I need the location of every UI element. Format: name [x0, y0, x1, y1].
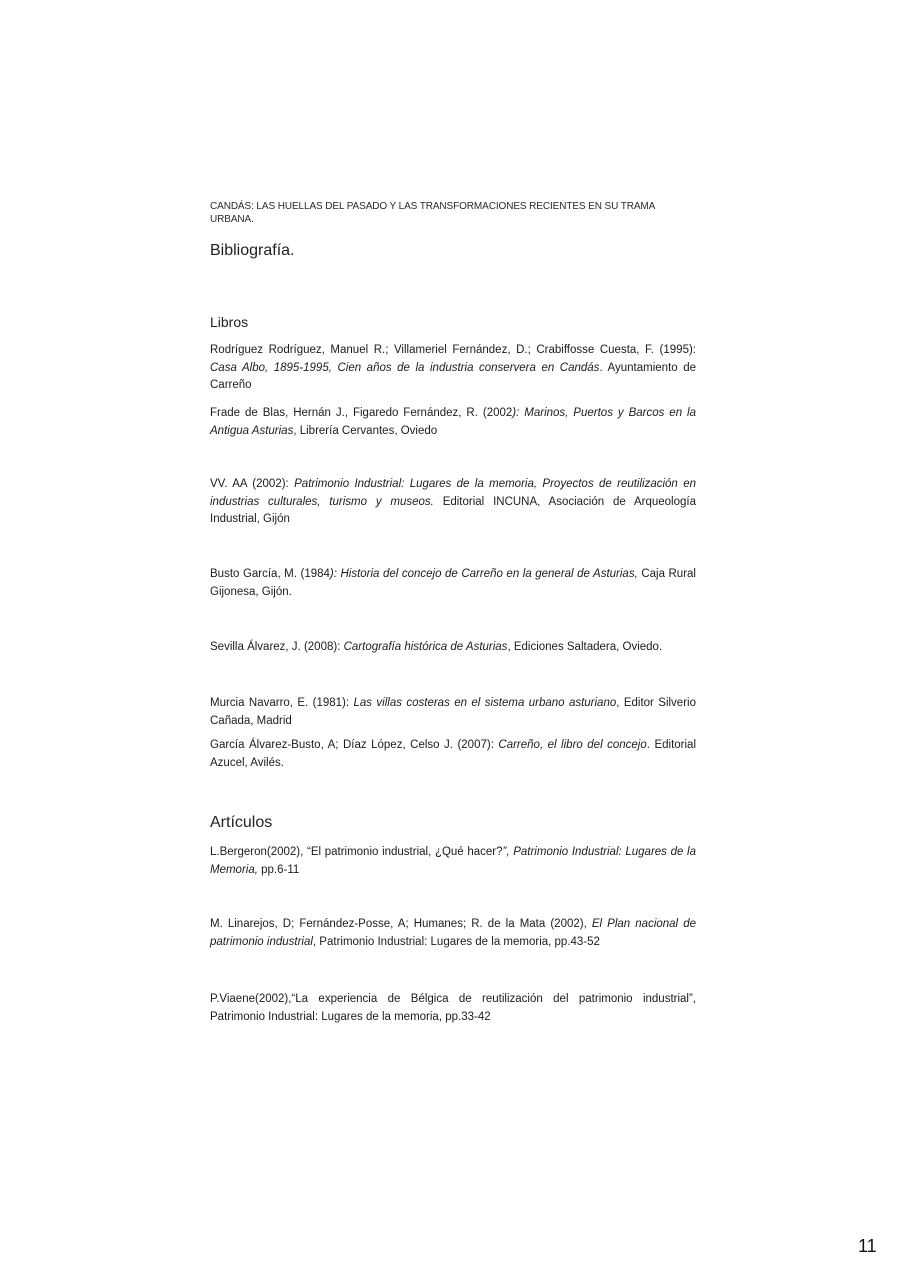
ref-title: Casa Albo, 1895-1995, Cien años de la industria conservera en Candás [210, 361, 600, 374]
ref-authors: Frade de Blas, Hernán J., Figaredo Fernández, R. (2002 [210, 407, 513, 419]
reference-entry [210, 566, 696, 601]
ref-authors: Sevilla Álvarez, J. (2008): [210, 641, 344, 653]
ref-publisher: . Ayuntamiento de Carreño [210, 361, 696, 391]
ref-title: Las villas costeras en el sistema urbano asturiano [353, 697, 617, 709]
ref-authors: P.Viaene(2002),“La experiencia de Bélgica de reutilización del patrimonio industrial”, Patrimonio Industrial: Lugares de la memoria, pp.33-42 [210, 993, 696, 1023]
section-heading-libros: Libros [210, 314, 249, 330]
ref-authors: L.Bergeron(2002), “El patrimonio industrial, ¿Qué hacer? [210, 846, 503, 858]
section-heading-articulos: Artículos [210, 814, 273, 831]
ref-title: Cartografía histórica de Asturias [343, 641, 508, 653]
reference-entry [210, 405, 696, 440]
ref-publisher: , Patrimonio Industrial: Lugares de la memoria, pp.43-52 [312, 935, 600, 948]
ref-publisher: . Editorial Azucel, Avilés. [210, 739, 696, 769]
reference-entry [210, 916, 696, 951]
reference-entry [210, 476, 696, 529]
running-header: CANDÁS: LAS HUELLAS DEL PASADO Y LAS TRANSFORMACIONES RECIENTES EN SU TRAMA URBANA. [210, 201, 655, 225]
ref-authors: García Álvarez-Busto, A; Díaz López, Celso J. (2007): [210, 739, 499, 751]
ref-authors: Busto García, M. (1984 [210, 568, 330, 580]
reference-entry [210, 991, 696, 1026]
reference-entry [210, 844, 696, 879]
ref-publisher: Editorial INCUNA, Asociación de Arqueología Industrial, Gijón [210, 495, 696, 525]
ref-title: ”, Patrimonio Industrial: Lugares de la Memoria, [210, 846, 696, 876]
ref-title: ): Marinos, Puertos y Barcos en la Antigua Asturias [210, 407, 696, 437]
ref-publisher: , Librería Cervantes, Oviedo [293, 424, 438, 437]
page-title: Bibliografía. [210, 242, 295, 259]
ref-authors: VV. AA (2002): [210, 478, 295, 490]
ref-publisher: Caja Rural Gijonesa, Gijón. [210, 568, 696, 598]
ref-authors: Rodríguez Rodríguez, Manuel R.; Villameriel Fernández, D.; Crabiffosse Cuesta, F. (1995): [210, 344, 696, 356]
ref-publisher: , Ediciones Saltadera, Oviedo. [507, 641, 663, 653]
ref-publisher: , Editor Silverio Cañada, Madrid [210, 697, 696, 727]
reference-entry [210, 737, 696, 772]
page-content [210, 200, 696, 1023]
ref-authors: M. Linarejos, D; Fernández-Posse, A; Humanes; R. de la Mata (2002), [210, 918, 592, 930]
ref-title: Carreño, el libro del concejo [498, 739, 647, 751]
reference-entry [210, 695, 696, 730]
ref-authors: Murcia Navarro, E. (1981): [210, 697, 354, 709]
reference-entry [210, 639, 696, 657]
page-number: 11 [858, 1236, 877, 1256]
ref-title: El Plan nacional de patrimonio industrial [210, 918, 696, 948]
reference-entry [210, 342, 696, 395]
ref-title: ): Historia del concejo de Carreño en la general de Asturias, [329, 568, 638, 580]
ref-publisher: pp.6-11 [257, 863, 300, 876]
ref-title: Patrimonio Industrial: Lugares de la memoria, Proyectos de reutilización en industrias culturales, turismo y museos. [210, 478, 696, 508]
